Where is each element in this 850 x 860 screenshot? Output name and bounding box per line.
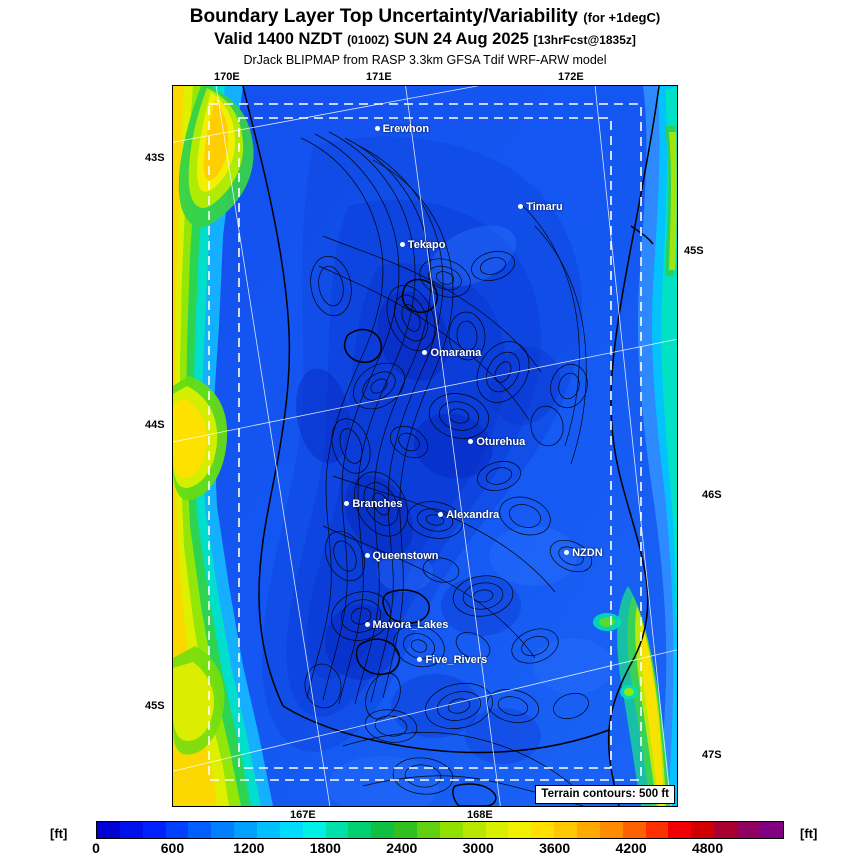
city-label (375, 123, 429, 135)
city-name: Oturehua (476, 435, 526, 448)
colorbar-tick: 1200 (233, 840, 265, 856)
colorbar-segment-16 (463, 822, 486, 838)
city-label (438, 509, 499, 521)
city-label (417, 654, 487, 666)
colorbar-tick-labels (92, 840, 784, 858)
colorbar-segment-1 (120, 822, 143, 838)
lat-label-right: 47S (702, 749, 722, 761)
city-marker-dot (518, 204, 523, 209)
city-label (400, 239, 446, 251)
colorbar-segment-4 (188, 822, 211, 838)
city-marker-dot (344, 501, 349, 506)
colorbar-segment-14 (417, 822, 440, 838)
colorbar-tick: 600 (160, 840, 185, 856)
lon-label-bottom: 167E (290, 809, 316, 821)
colorbar-segment-13 (394, 822, 417, 838)
colorbar-segment-22 (600, 822, 623, 838)
colorbar-segment-21 (577, 822, 600, 838)
city-name: Erewhon (382, 122, 430, 135)
colorbar-segment-5 (211, 822, 234, 838)
colorbar-segment-24 (646, 822, 669, 838)
city-label (344, 498, 402, 510)
colorbar-segment-15 (440, 822, 463, 838)
colorbar-tick: 1800 (309, 840, 341, 856)
city-marker-dot (468, 439, 473, 444)
city-label (468, 436, 525, 448)
colorbar-tick: 3600 (539, 840, 571, 856)
colorbar-segment-20 (554, 822, 577, 838)
lon-label-top: 171E (366, 71, 392, 83)
valid-utc-time: (0100Z) (347, 33, 390, 47)
lat-label-left: 43S (145, 152, 165, 164)
lat-label-left: 44S (145, 419, 165, 431)
forecast-hour: [13hrFcst@1835z] (533, 33, 636, 47)
colorbar-segment-27 (714, 822, 737, 838)
page-title (0, 6, 850, 28)
colorbar-unit-right: [ft] (800, 826, 818, 841)
colorbar-gradient (96, 821, 784, 839)
valid-date: SUN 24 Aug 2025 (393, 30, 529, 48)
city-marker-dot (417, 657, 422, 662)
city-name: Mavora_Lakes (372, 618, 449, 631)
city-label (564, 547, 603, 559)
city-label (365, 550, 439, 562)
colorbar-segment-6 (234, 822, 257, 838)
title-suffix: (for +1degC) (583, 10, 661, 25)
city-name: Five_Rivers (425, 654, 488, 667)
lon-label-bottom: 168E (467, 809, 493, 821)
colorbar-segment-8 (280, 822, 303, 838)
map-container (145, 71, 722, 821)
colorbar-segment-18 (508, 822, 531, 838)
city-label (365, 619, 449, 631)
colorbar-segment-9 (303, 822, 326, 838)
terrain-contour-note: Terrain contours: 500 ft (535, 785, 675, 804)
colorbar-tick: 4800 (691, 840, 724, 856)
city-label (518, 201, 562, 213)
colorbar-unit-left: [ft] (50, 826, 68, 841)
colorbar-segment-17 (486, 822, 509, 838)
colorbar-tick: 4200 (615, 840, 647, 856)
colorbar-segment-7 (257, 822, 280, 838)
model-description: DrJack BLIPMAP from RASP 3.3km GFSA Tdif WRF-ARW model (243, 53, 607, 67)
city-marker-dot (375, 126, 380, 131)
city-marker-dot (422, 350, 427, 355)
header (0, 0, 850, 68)
colorbar-segment-26 (691, 822, 714, 838)
colorbar-segment-23 (623, 822, 646, 838)
title-text: Boundary Layer Top Uncertainty/Variability (189, 6, 578, 27)
lon-label-top: 172E (558, 71, 584, 83)
valid-time-line (0, 29, 850, 50)
lon-label-top: 170E (214, 71, 240, 83)
city-name: Queenstown (372, 549, 439, 562)
city-marker-dot (400, 242, 405, 247)
map-image[interactable] (172, 85, 678, 807)
colorbar-segment-0 (97, 822, 120, 838)
city-name: NZDN (572, 546, 603, 559)
colorbar-segment-29 (760, 822, 783, 838)
colorbar-segment-12 (371, 822, 394, 838)
lat-label-left: 45S (145, 700, 165, 712)
valid-local-time: Valid 1400 NZDT (214, 30, 343, 48)
city-label (422, 347, 481, 359)
colorbar (0, 818, 850, 860)
colorbar-segment-3 (166, 822, 189, 838)
lat-label-right: 46S (702, 489, 722, 501)
colorbar-segment-25 (668, 822, 691, 838)
city-name: Timaru (526, 201, 563, 214)
colorbar-tick: 0 (92, 840, 100, 856)
lat-label-right: 45S (684, 245, 704, 257)
city-name: Branches (352, 497, 403, 510)
colorbar-tick: 3000 (462, 840, 494, 856)
city-marker-dot (438, 512, 443, 517)
city-marker-dot (365, 553, 370, 558)
city-name: Alexandra (446, 509, 500, 522)
colorbar-tick: 2400 (386, 840, 418, 856)
city-marker-dot (365, 622, 370, 627)
colorbar-segment-28 (737, 822, 760, 838)
colorbar-segment-2 (143, 822, 166, 838)
colorbar-segment-19 (531, 822, 554, 838)
city-name: Tekapo (407, 238, 446, 251)
colorbar-segment-10 (326, 822, 349, 838)
colorbar-segment-11 (348, 822, 371, 838)
city-name: Omarama (430, 346, 482, 359)
city-marker-dot (564, 550, 569, 555)
